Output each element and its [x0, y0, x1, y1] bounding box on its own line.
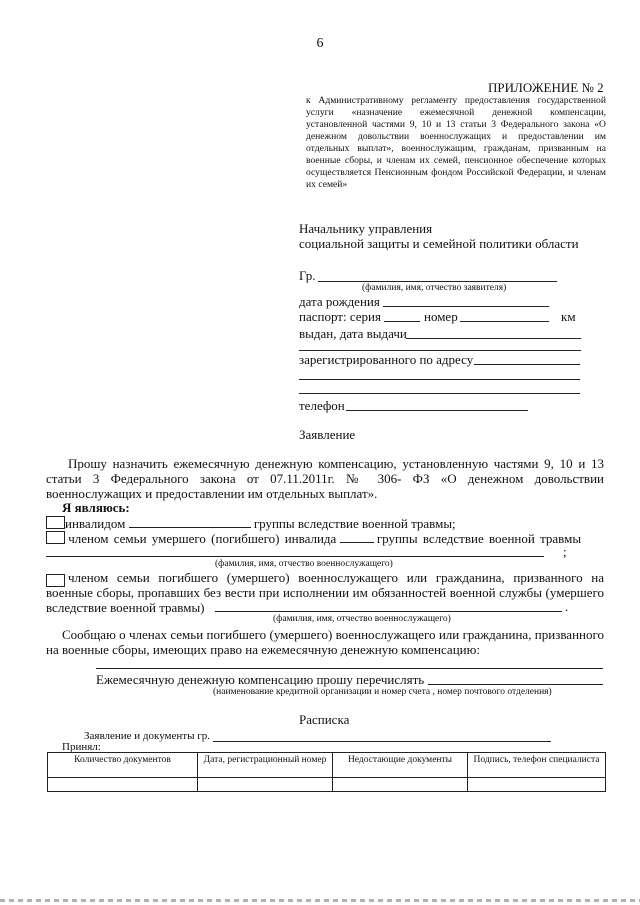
col-doc-count: Количество документов [48, 753, 198, 778]
fio-field-line-2[interactable] [215, 611, 562, 612]
option-invalid: инвалидом группы вследствие военной травмы; [46, 515, 456, 532]
option-family-serviceman: членом семьи погибшего (умершего) военнослужащего или гражданина, призванного на военные сборы, пропавших без вести при исполнении им обязанностей военной службы (умершего вследствие военной травмы) [46, 570, 604, 615]
gr-label: Гр. [299, 268, 316, 283]
i-am-label: Я являюсь: [62, 500, 130, 515]
cell-doc-count[interactable] [48, 778, 198, 792]
birth-date-field-line[interactable] [383, 306, 549, 307]
family-members-field-line[interactable] [96, 668, 603, 669]
opt2-semicolon: ; [563, 544, 567, 559]
family-invalid-group-field[interactable] [340, 530, 374, 543]
col-date-reg: Дата, регистрационный номер [198, 753, 333, 778]
issued-field-line-2[interactable] [299, 350, 581, 351]
passport-number-label: номер [424, 309, 458, 324]
phone-label: телефон [299, 398, 345, 413]
fio-field-line-1[interactable] [46, 556, 544, 557]
receipt-data-row [48, 778, 606, 792]
option-family-invalid: членом семьи умершего (погибшего) инвалида группы вследствие военной травмы [46, 530, 604, 547]
passport-number-field-line[interactable] [460, 321, 549, 322]
invalid-checkbox[interactable] [46, 516, 65, 529]
name-hint: (фамилия, имя, отчество заявителя) [362, 283, 507, 293]
scan-artifact [0, 899, 640, 902]
family-invalid-checkbox[interactable] [46, 531, 65, 544]
address-field-line[interactable] [474, 364, 580, 365]
invalid-group-field[interactable] [129, 515, 251, 528]
receipt-title: Расписка [299, 712, 350, 727]
opt3-period: . [565, 599, 569, 614]
bank-field-line[interactable] [428, 684, 603, 685]
birth-date-label: дата рождения [299, 294, 380, 309]
appendix-title: ПРИЛОЖЕНИЕ № 2 [488, 80, 604, 95]
address-field-line-2[interactable] [299, 379, 580, 380]
address-label: зарегистрированного по адресу [299, 352, 474, 367]
statement-title: Заявление [299, 427, 356, 442]
col-missing-docs: Недостающие документы [333, 753, 468, 778]
receipt-docs-label: Заявление и документы гр. [84, 730, 210, 742]
issued-label: выдан, дата выдачи [299, 326, 407, 341]
cell-signature[interactable] [468, 778, 606, 792]
transfer-label: Ежемесячную денежную компенсацию прошу перечислять [96, 672, 425, 687]
page-number: 6 [316, 36, 324, 51]
col-signature: Подпись, телефон специалиста [468, 753, 606, 778]
family-info-text: Сообщаю о членах семьи погибшего (умершего) военнослужащего или гражданина, призванного на военные сборы, имеющих право на ежемесячную денежную компенсацию: [46, 627, 604, 657]
fio-hint-2: (фамилия, имя, отчество военнослужащего) [273, 614, 451, 624]
receipt-header-row [48, 753, 606, 778]
receipt-table [47, 752, 606, 792]
km-label: км [561, 309, 576, 324]
phone-field-line[interactable] [346, 410, 528, 411]
bank-hint: (наименование кредитной организации и номер счета , номер почтового отделения) [213, 687, 552, 697]
appendix-text: к Административному регламенту предоставления государственной услуги «назначение ежемесячной денежной компенсации, установленной частями 9, 10 и 13 статьи 3 Федерального закона «О денежном довольствии военнослужащих и предоставлении им отдельных выплат», военнослужащим, гражданам, призванным на военные сборы, и членам их семей, пенсионное обеспечение которых осуществляется Пенсионным фондом Российской Федерации, и членам их семей» [306, 95, 606, 190]
name-field-line[interactable] [318, 281, 557, 282]
passport-series-label: паспорт: серия [299, 309, 381, 324]
issued-field-line[interactable] [406, 338, 581, 339]
accepted-label: Принял: [62, 741, 101, 753]
address-field-line-3[interactable] [299, 393, 580, 394]
receipt-name-field-line[interactable] [213, 741, 551, 742]
cell-missing-docs[interactable] [333, 778, 468, 792]
addressee-line1: Начальнику управления [299, 221, 433, 236]
fio-hint-1: (фамилия, имя, отчество военнослужащего) [215, 559, 393, 569]
request-text: Прошу назначить ежемесячную денежную компенсацию, установленную частями 9, 10 и 13 статьи 3 Федерального закона от 07.11.2011г. № 306- ФЗ «О денежном довольствии военнослужащих и предоставлении им отдельных выплат». [46, 456, 604, 501]
cell-date-reg[interactable] [198, 778, 333, 792]
addressee-line2: социальной защиты и семейной политики области [299, 236, 579, 251]
passport-series-field-line[interactable] [384, 321, 420, 322]
